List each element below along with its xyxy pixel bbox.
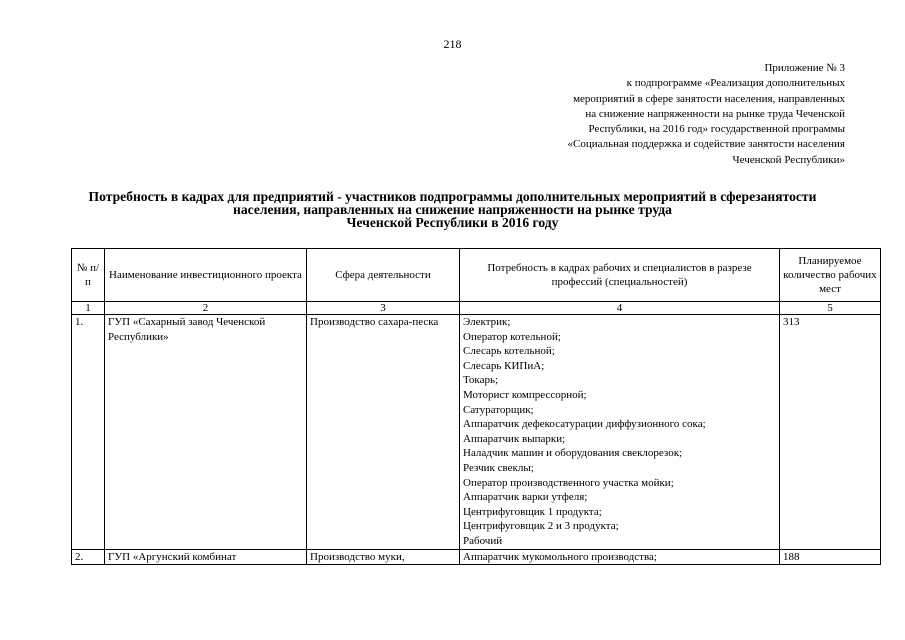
column-number: 3 [307,302,460,315]
document-title [0,190,905,229]
table-row [72,549,881,565]
profession-item: Моторист компрессорной; [463,388,587,401]
profession-item: Центрифуговщик 2 и 3 продукта; [463,520,619,533]
column-number: 2 [105,302,307,315]
profession-item: Оператор производственного участка мойки; [463,476,674,489]
page-number: 218 [443,37,462,51]
profession-item: Токарь; [463,374,499,387]
profession-item: Резчик свеклы; [463,461,534,474]
header-number: № п/п [72,249,105,302]
header-row [72,249,881,302]
profession-item: Аппаратчик мукомольного производства; [463,550,657,563]
row-number: 1. [72,315,105,550]
activity-sphere: Производство муки, [307,549,460,565]
appendix-line: к подпрограмме «Реализация дополнительных [626,77,845,90]
appendix-line: Приложение № 3 [764,62,845,74]
profession-item: Сатураторщик; [463,403,534,416]
profession-item: Слесарь КИПиА; [463,359,545,372]
appendix-note [485,61,845,168]
column-number: 4 [460,302,780,315]
profession-item: Центрифуговщик 1 продукта; [463,505,602,518]
project-name: ГУП «Аргунский комбинат [105,549,307,565]
profession-item: Электрик; [463,316,511,328]
profession-item: Наладчик машин и оборудования свеклорезок; [463,447,683,460]
professions-list [460,549,780,565]
planned-places: 313 [780,315,881,550]
header-professions: Потребность в кадрах рабочих и специалистов в разрезе профессий (специальностей) [460,249,780,302]
title-line: Чеченской Республики в 2016 году [346,215,559,230]
planned-places: 188 [780,549,881,565]
profession-item: Аппаратчик варки утфеля; [463,491,588,504]
staffing-table [71,248,881,565]
appendix-line: Чеченской Республики» [732,153,845,166]
header-places: Планируемое количество рабочих мест [780,249,881,302]
title-line: населения, направленных на снижение напряженности на рынке труда [233,202,672,217]
project-name: ГУП «Сахарный завод Чеченской Республики» [105,315,307,550]
column-number-row [72,302,881,315]
appendix-line: мероприятий в сфере занятости населения, направленных [573,92,845,105]
profession-item: Рабочий [463,534,503,547]
appendix-line: «Социальная поддержка и содействие занятости населения [567,138,845,151]
profession-item: Оператор котельной; [463,330,561,343]
profession-item: Аппаратчик выпарки; [463,432,566,445]
professions-list [460,315,780,550]
activity-sphere: Производство сахара-песка [307,315,460,550]
profession-item: Аппаратчик дефекосатурации диффузионного сока; [463,418,706,431]
title-line: Потребность в кадрах для предприятий - участников подпрограммы дополнительных мероприятий в сферезанятости [88,189,817,204]
profession-item: Слесарь котельной; [463,345,555,358]
row-number: 2. [72,549,105,565]
header-project: Наименование инвестиционного проекта [105,249,307,302]
appendix-line: на снижение напряженности на рынке труда Чеченской [585,107,845,120]
table-row [72,315,881,550]
column-number: 5 [780,302,881,315]
column-number: 1 [72,302,105,315]
appendix-line: Республики, на 2016 год» государственной программы [588,123,845,136]
header-sphere: Сфера деятельности [307,249,460,302]
